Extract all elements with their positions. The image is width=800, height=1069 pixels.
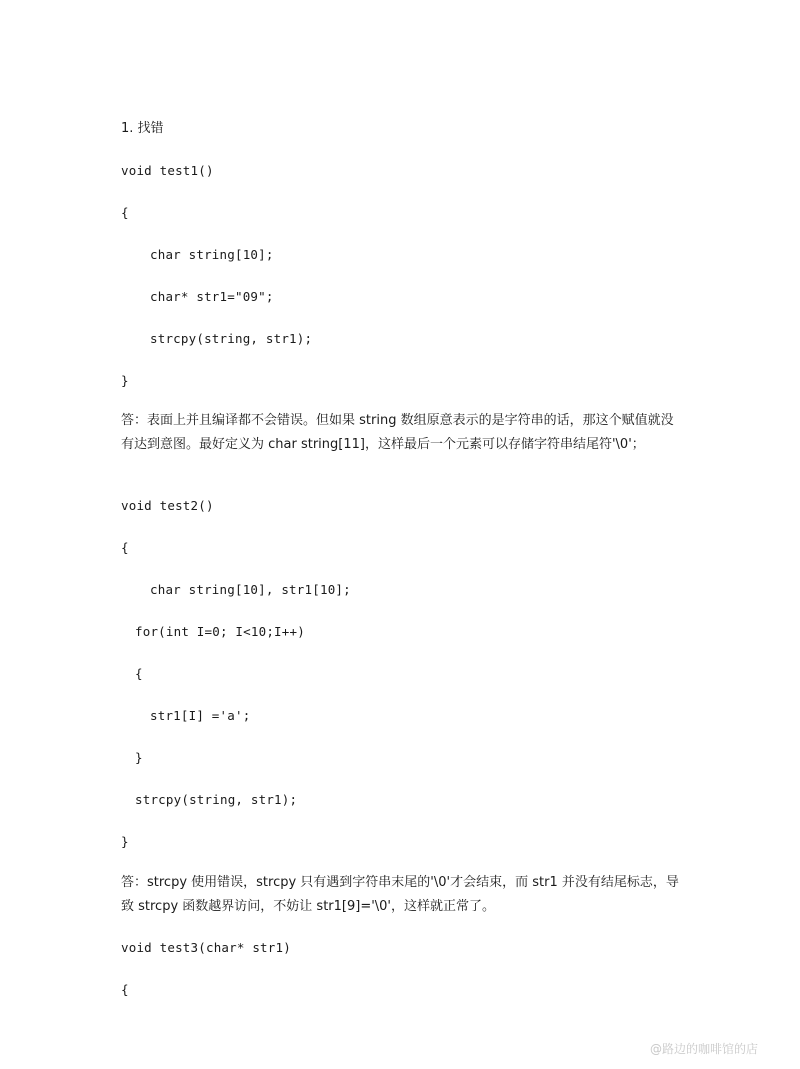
code-line: { [121, 982, 129, 997]
code-line: char* str1="09"; [150, 289, 274, 304]
answer-paragraph: 答：表面上并且编译都不会错误。但如果 string 数组原意表示的是字符串的话，那这个赋值就没有达到意图。最好定义为 char string[11]，这样最后一个元素可以存储字符串结尾符'\0'； [121, 413, 674, 452]
code-line: } [121, 373, 129, 388]
section-heading: 1. 找错 [121, 121, 164, 136]
code-line: { [121, 540, 129, 555]
code-line: } [121, 834, 129, 849]
code-line: strcpy(string, str1); [150, 331, 313, 346]
code-line: char string[10], str1[10]; [150, 582, 351, 597]
code-line: str1[I] ='a'; [150, 708, 251, 723]
code-line: char string[10]; [150, 247, 274, 262]
answer-paragraph: 答：strcpy 使用错误，strcpy 只有遇到字符串末尾的'\0'才会结束，而 str1 并没有结尾标志，导致 strcpy 函数越界访问，不妨让 str1[9]='\0'，这样就正常了。 [121, 875, 679, 914]
code-line: void test3(char* str1) [121, 940, 291, 955]
code-line: strcpy(string, str1); [135, 792, 298, 807]
code-line: void test1() [121, 163, 214, 178]
code-line: { [121, 205, 129, 220]
code-line: } [135, 750, 143, 765]
code-line: for(int I=0; I<10;I++) [135, 624, 305, 639]
watermark: @路边的咖啡馆的店 [649, 1042, 758, 1056]
code-line: { [135, 666, 143, 681]
code-line: void test2() [121, 498, 214, 513]
